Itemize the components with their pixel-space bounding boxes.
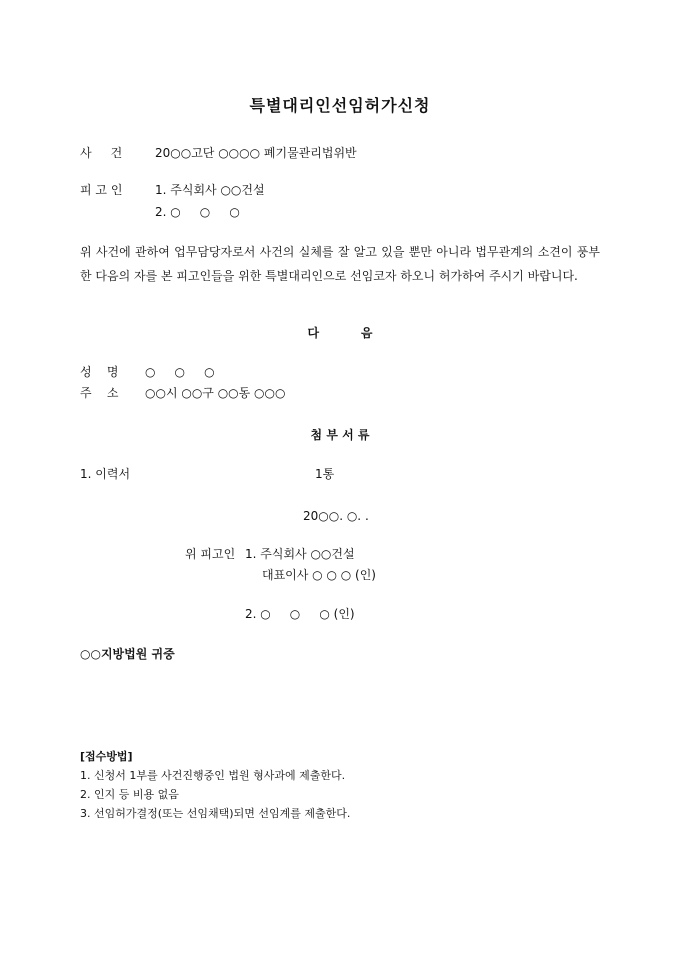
attachments-heading: 첨 부 서 류 [310, 428, 370, 442]
signature-line-1: 1. 주식회사 ○○건설 [245, 547, 355, 561]
signature-prefix: 위 피고인 [185, 547, 236, 561]
address-label: 주 소 [80, 386, 119, 400]
defendant-label: 피 고 인 [80, 183, 123, 197]
name-value: ○ ○ ○ [145, 365, 215, 379]
signature-line-3: 2. ○ ○ ○ (인) [245, 607, 355, 621]
defendant-line-1: 1. 주식회사 ○○건설 [155, 183, 265, 197]
document-date: 20○○. ○. . [303, 509, 369, 523]
case-value: 20○○고단 ○○○○ 폐기물관리법위반 [155, 146, 357, 160]
court-addressee: ○○지방법원 귀중 [80, 647, 175, 661]
document-title: 특별대리인선임허가신청 [249, 96, 431, 115]
attachment-item-count: 1통 [315, 467, 335, 481]
name-label: 성 명 [80, 365, 119, 379]
case-label: 사 건 [80, 146, 123, 160]
notes-heading: [접수방법] [80, 750, 133, 763]
notes-item: 3. 선임허가결정(또는 선임채택)되면 선임계를 제출한다. [80, 807, 351, 820]
attachment-item-label: 1. 이력서 [80, 467, 131, 481]
address-value: ○○시 ○○구 ○○동 ○○○ [145, 386, 286, 400]
notes-item: 2. 인지 등 비용 없음 [80, 788, 179, 801]
body-paragraph: 위 사건에 관하여 업무담당자로서 사건의 실체를 잘 알고 있을 뿐만 아니라 법무관계의 소견이 풍부한 다음의 자를 본 피고인들을 위한 특별대리인으로 선임코자 하오니 허가하여 주시기 바랍니다. [80, 245, 600, 283]
defendant-line-2: 2. ○ ○ ○ [155, 205, 240, 219]
signature-line-2: 대표이사 ○ ○ ○ (인) [262, 568, 376, 582]
notes-item: 1. 신청서 1부를 사건진행중인 법원 형사과에 제출한다. [80, 769, 346, 782]
next-heading: 다 음 [307, 326, 373, 340]
